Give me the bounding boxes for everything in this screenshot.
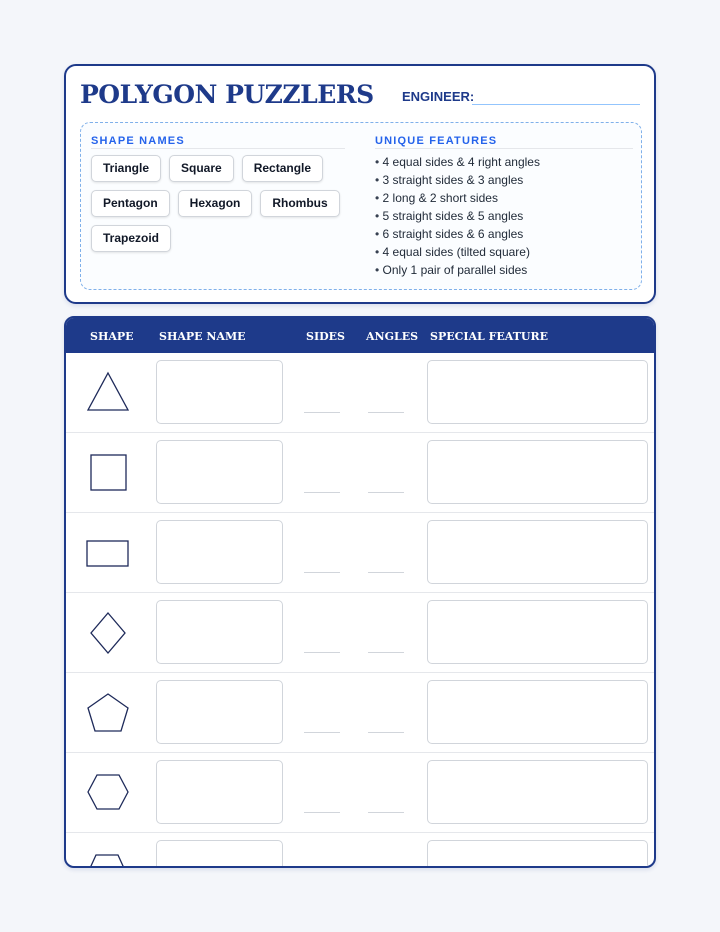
rhombus-icon	[84, 609, 132, 657]
table-row	[66, 753, 654, 833]
angles-answer-blank[interactable]	[368, 492, 404, 493]
sides-answer-blank[interactable]	[304, 812, 340, 813]
special-feature-answer-box[interactable]	[427, 520, 648, 584]
sides-answer-blank[interactable]	[304, 732, 340, 733]
table-header	[66, 318, 654, 353]
feature-item: • 5 straight sides & 5 angles	[375, 207, 540, 225]
divider	[375, 148, 633, 149]
angles-answer-blank[interactable]	[368, 812, 404, 813]
word-bank	[80, 122, 642, 290]
feature-item: • 2 long & 2 short sides	[375, 189, 540, 207]
sides-answer-blank[interactable]	[304, 412, 340, 413]
pentagon-icon	[84, 689, 132, 737]
feature-item: • 4 equal sides (tilted square)	[375, 243, 540, 261]
shape-name-answer-box[interactable]	[156, 520, 283, 584]
header-sides: SIDES	[306, 330, 345, 343]
sides-answer-blank[interactable]	[304, 652, 340, 653]
chip-rhombus[interactable]: Rhombus	[260, 190, 339, 217]
table-row	[66, 353, 654, 433]
header-shape: SHAPE	[90, 330, 134, 343]
shape-name-answer-box[interactable]	[156, 840, 283, 868]
header-card	[64, 64, 656, 304]
shape-name-answer-box[interactable]	[156, 600, 283, 664]
header-angles: ANGLES	[366, 330, 419, 343]
worksheet-table	[64, 316, 656, 868]
square-icon	[84, 449, 132, 497]
angles-answer-blank[interactable]	[368, 572, 404, 573]
feature-item: • 4 equal sides & 4 right angles	[375, 153, 540, 171]
shape-name-answer-box[interactable]	[156, 680, 283, 744]
angles-answer-blank[interactable]	[368, 652, 404, 653]
chip-hexagon[interactable]: Hexagon	[178, 190, 253, 217]
special-feature-answer-box[interactable]	[427, 600, 648, 664]
triangle-icon	[84, 369, 132, 417]
feature-item: • 3 straight sides & 3 angles	[375, 171, 540, 189]
rectangle-icon	[84, 529, 132, 577]
chip-trapezoid[interactable]: Trapezoid	[91, 225, 171, 252]
table-row	[66, 513, 654, 593]
shape-name-answer-box[interactable]	[156, 440, 283, 504]
divider	[91, 148, 345, 149]
feature-item: • Only 1 pair of parallel sides	[375, 261, 540, 279]
special-feature-answer-box[interactable]	[427, 360, 648, 424]
feature-item: • 6 straight sides & 6 angles	[375, 225, 540, 243]
special-feature-answer-box[interactable]	[427, 760, 648, 824]
page-title: POLYGON PUZZLERS	[80, 80, 374, 109]
engineer-label: ENGINEER:	[402, 89, 475, 104]
chip-triangle[interactable]: Triangle	[91, 155, 161, 182]
special-feature-answer-box[interactable]	[427, 440, 648, 504]
trapezoid-icon	[84, 849, 132, 868]
shape-name-answer-box[interactable]	[156, 760, 283, 824]
unique-features-heading: UNIQUE FEATURES	[375, 135, 498, 147]
header-special-feature: SPECIAL FEATURE	[430, 330, 549, 343]
table-row	[66, 433, 654, 513]
table-row	[66, 593, 654, 673]
chip-square[interactable]: Square	[169, 155, 234, 182]
hexagon-icon	[84, 769, 132, 817]
table-row	[66, 673, 654, 753]
shape-name-chips	[91, 155, 351, 252]
special-feature-answer-box[interactable]	[427, 680, 648, 744]
shape-names-heading: SHAPE NAMES	[91, 135, 185, 147]
engineer-name-field[interactable]	[472, 104, 640, 105]
table-row	[66, 833, 654, 868]
chip-rectangle[interactable]: Rectangle	[242, 155, 323, 182]
shape-name-answer-box[interactable]	[156, 360, 283, 424]
sides-answer-blank[interactable]	[304, 572, 340, 573]
features-list	[375, 153, 540, 279]
special-feature-answer-box[interactable]	[427, 840, 648, 868]
angles-answer-blank[interactable]	[368, 412, 404, 413]
angles-answer-blank[interactable]	[368, 732, 404, 733]
sides-answer-blank[interactable]	[304, 492, 340, 493]
header-shape-name: SHAPE NAME	[159, 330, 246, 343]
chip-pentagon[interactable]: Pentagon	[91, 190, 170, 217]
